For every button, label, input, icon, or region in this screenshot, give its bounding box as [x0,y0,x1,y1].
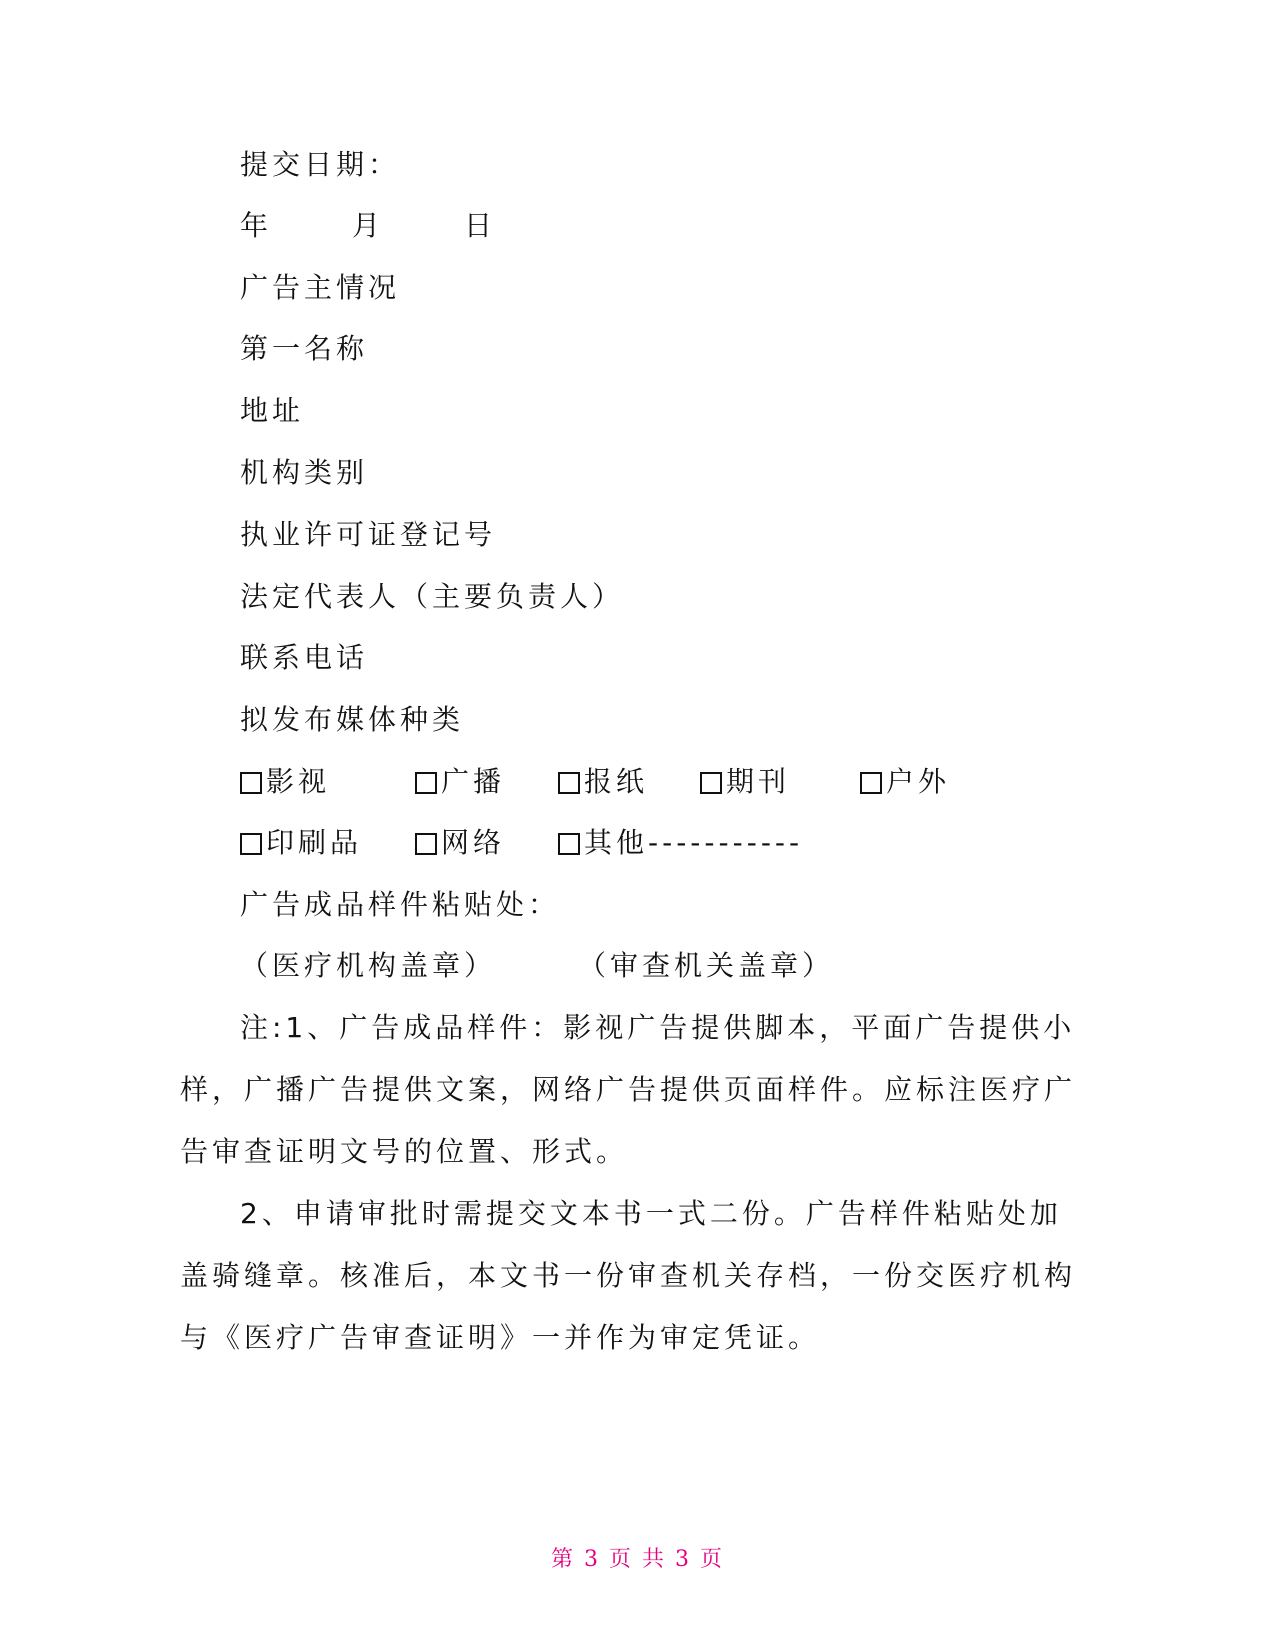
note-1: 注:1、广告成品样件：影视广告提供脚本，平面广告提供小样，广播广告提供文案，网络广告提供页面样件。应标注医疗广告审查证明文号的位置、形式。 [180,1011,1077,1168]
note-2: 2、申请审批时需提交文本书一式二份。广告样件粘贴处加盖骑缝章。核准后，本文书一份审查机关存档，一份交医疗机构与《医疗广告审查证明》一并作为审定凭证。 [180,1197,1077,1354]
legal-representative-label: 法定代表人（主要负责人） [240,580,625,613]
media-option[interactable]: 户外 [860,762,950,802]
sample-paste-label: 广告成品样件粘贴处： [240,888,561,921]
checkbox-icon[interactable] [415,772,437,794]
address-label: 地址 [240,394,305,427]
review-authority-stamp: （审查机关盖章） [578,949,835,982]
media-option[interactable]: 广播 [415,762,505,802]
checkbox-icon[interactable] [240,833,262,855]
media-option[interactable]: 其他----------- [558,823,803,863]
checkbox-icon[interactable] [860,772,882,794]
first-name-label: 第一名称 [240,332,369,365]
org-category-label: 机构类别 [240,456,369,489]
medical-institution-stamp: （医疗机构盖章） [240,949,497,982]
date-day: 日 [464,209,497,242]
phone-label: 联系电话 [240,641,369,674]
media-option[interactable]: 印刷品 [240,823,362,863]
media-option[interactable]: 期刊 [700,762,790,802]
checkbox-icon[interactable] [700,772,722,794]
submit-date-label: 提交日期： [240,148,401,181]
date-month: 月 [352,209,385,242]
advertiser-section-title: 广告主情况 [240,271,401,304]
license-number-label: 执业许可证登记号 [240,518,497,551]
date-year: 年 [240,209,273,242]
checkbox-icon[interactable] [558,833,580,855]
media-type-label: 拟发布媒体种类 [240,703,465,736]
checkbox-icon[interactable] [240,772,262,794]
page-footer: 第 3 页 共 3 页 [551,1547,724,1572]
media-option[interactable]: 影视 [240,762,330,802]
media-option[interactable]: 报纸 [558,762,648,802]
checkbox-icon[interactable] [415,833,437,855]
checkbox-icon[interactable] [558,772,580,794]
media-option[interactable]: 网络 [415,823,505,863]
